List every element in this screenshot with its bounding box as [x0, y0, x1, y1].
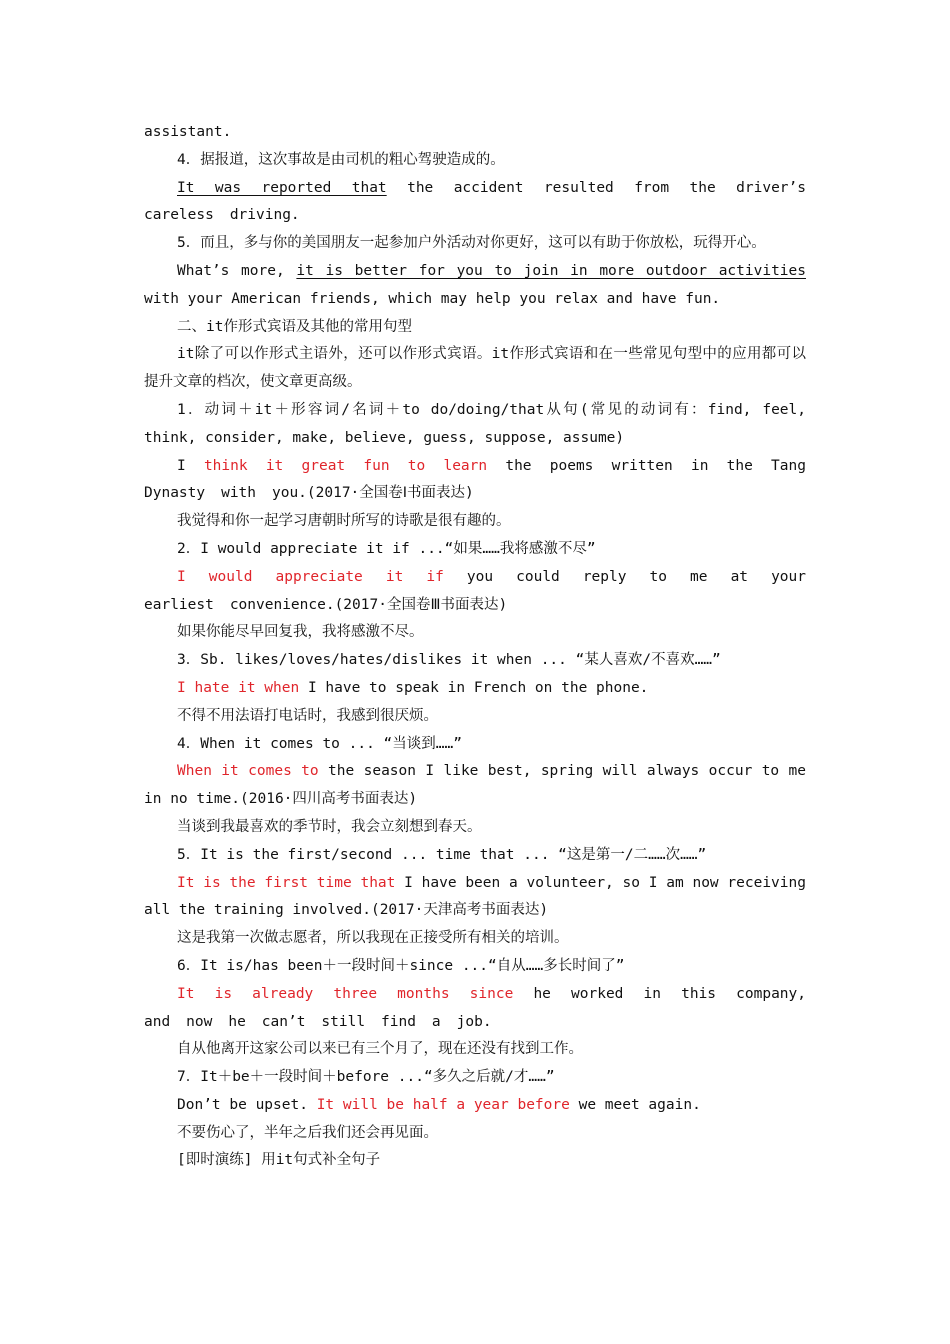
text-line: 不得不用法语打电话时，我感到很厌烦。	[177, 707, 438, 724]
item-5-heading	[144, 230, 806, 258]
text-line: 6．It is/has been＋一段时间＋since ...“自从……多长时间了”	[177, 957, 625, 974]
highlighted-phrase: It will be half a year before	[316, 1096, 570, 1113]
paragraph-tail	[144, 119, 806, 147]
pattern-6	[144, 953, 806, 981]
pattern-6-example	[144, 981, 806, 1037]
text-line: the season I like best, spring will always occur to me in no time.(2016·四川高考书面表达)	[144, 763, 806, 808]
text-line: 5．It is the first/second ... time that ... “这是第一/二……次……”	[177, 846, 707, 863]
text-line: 自从他离开这家公司以来已有三个月了，现在还没有找到工作。	[177, 1041, 583, 1058]
pattern-1-translation	[144, 508, 806, 536]
text-line: What’s more,	[177, 262, 297, 279]
text-line: 不要伤心了，半年之后我们还会再见面。	[177, 1124, 438, 1141]
item-4-heading	[144, 147, 806, 175]
text-line: 7．It＋be＋一段时间＋before ...“多久之后就/才……”	[177, 1069, 555, 1086]
text-line: 4．When it comes to ... “当谈到……”	[177, 735, 462, 752]
text-line: we meet again.	[569, 1096, 701, 1113]
underlined-answer: it is better for you to join in more outdoor activities	[296, 262, 806, 279]
text-line: 如果你能尽早回复我，我将感激不尽。	[177, 624, 424, 641]
pattern-5-translation	[144, 925, 806, 953]
text-line: Don’t be upset.	[177, 1096, 317, 1113]
text-line: the poems written in the Tang Dynasty with you.(2017·全国卷Ⅰ书面表达)	[144, 457, 806, 502]
pattern-7-translation	[144, 1120, 806, 1148]
highlighted-phrase: When it comes to	[177, 763, 319, 780]
text-line: the accident resulted from the driver’s careless driving.	[144, 179, 806, 224]
text-line: 4．据报道，这次事故是由司机的粗心驾驶造成的。	[177, 151, 505, 168]
section-heading	[144, 314, 806, 342]
text-line: 我觉得和你一起学习唐朝时所写的诗歌是很有趣的。	[177, 513, 511, 530]
pattern-7-example	[144, 1092, 806, 1120]
section-intro	[144, 341, 806, 397]
highlighted-phrase: I hate it when	[177, 679, 300, 696]
text-line: it除了可以作形式主语外，还可以作形式宾语。it作形式宾语和在一些常见句型中的应用都可以提升文章的档次，使文章更高级。	[144, 346, 806, 391]
text-line: 2．I would appreciate it if ...“如果……我将感激不尽”	[177, 540, 596, 557]
text-line: [即时演练] 用it句式补全句子	[177, 1152, 381, 1169]
pattern-3	[144, 647, 806, 675]
pattern-2-translation	[144, 619, 806, 647]
pattern-4-example	[144, 758, 806, 814]
highlighted-phrase: think it great fun to learn	[203, 457, 488, 474]
text-line: 3．Sb. likes/loves/hates/dislikes it when ... “某人喜欢/不喜欢……”	[177, 652, 721, 669]
text-line: he worked in this company, and now he can’t still find a job.	[144, 985, 806, 1030]
underlined-answer: It was reported that	[177, 179, 387, 196]
pattern-5-example	[144, 870, 806, 926]
highlighted-phrase: I would appreciate it if	[177, 568, 444, 585]
highlighted-phrase: It is the first time that	[177, 874, 396, 891]
text-line: assistant.	[144, 124, 232, 140]
text-line: I have to speak in French on the phone.	[299, 679, 649, 696]
text-line: 当谈到我最喜欢的季节时，我会立刻想到春天。	[177, 818, 482, 835]
document-page	[144, 119, 806, 1175]
text-line: you could reply to me at your earliest convenience.(2017·全国卷Ⅲ书面表达)	[144, 568, 806, 613]
pattern-4-translation	[144, 814, 806, 842]
text-line: I have been a volunteer, so I am now receiving all the training involved.(2017·天津高考书面表达)	[144, 874, 806, 919]
pattern-1-example	[144, 453, 806, 509]
pattern-3-example	[144, 675, 806, 703]
text-line: 这是我第一次做志愿者，所以我现在正接受所有相关的培训。	[177, 930, 569, 947]
pattern-2-example	[144, 564, 806, 620]
pattern-2	[144, 536, 806, 564]
text-line: with your American friends, which may help you relax and have fun.	[144, 290, 721, 307]
item-5-answer	[144, 258, 806, 314]
pattern-7	[144, 1064, 806, 1092]
text-line: I	[177, 457, 204, 474]
item-4-answer	[144, 175, 806, 231]
text-line: 1．动词＋it＋形容词/名词＋to do/doing/that从句(常见的动词有：find, feel, think, consider, make, believe, guess, suppose, assume)	[144, 401, 806, 446]
pattern-5	[144, 842, 806, 870]
section-title: 二、it作形式宾语及其他的常用句型	[177, 318, 412, 335]
pattern-1	[144, 397, 806, 453]
pattern-3-translation	[144, 703, 806, 731]
practice-heading	[144, 1147, 806, 1175]
pattern-6-translation	[144, 1036, 806, 1064]
pattern-4	[144, 731, 806, 759]
text-line: 5．而且，多与你的美国朋友一起参加户外活动对你更好，这可以有助于你放松，玩得开心。	[177, 235, 766, 252]
highlighted-phrase: It is already three months since	[177, 985, 514, 1002]
